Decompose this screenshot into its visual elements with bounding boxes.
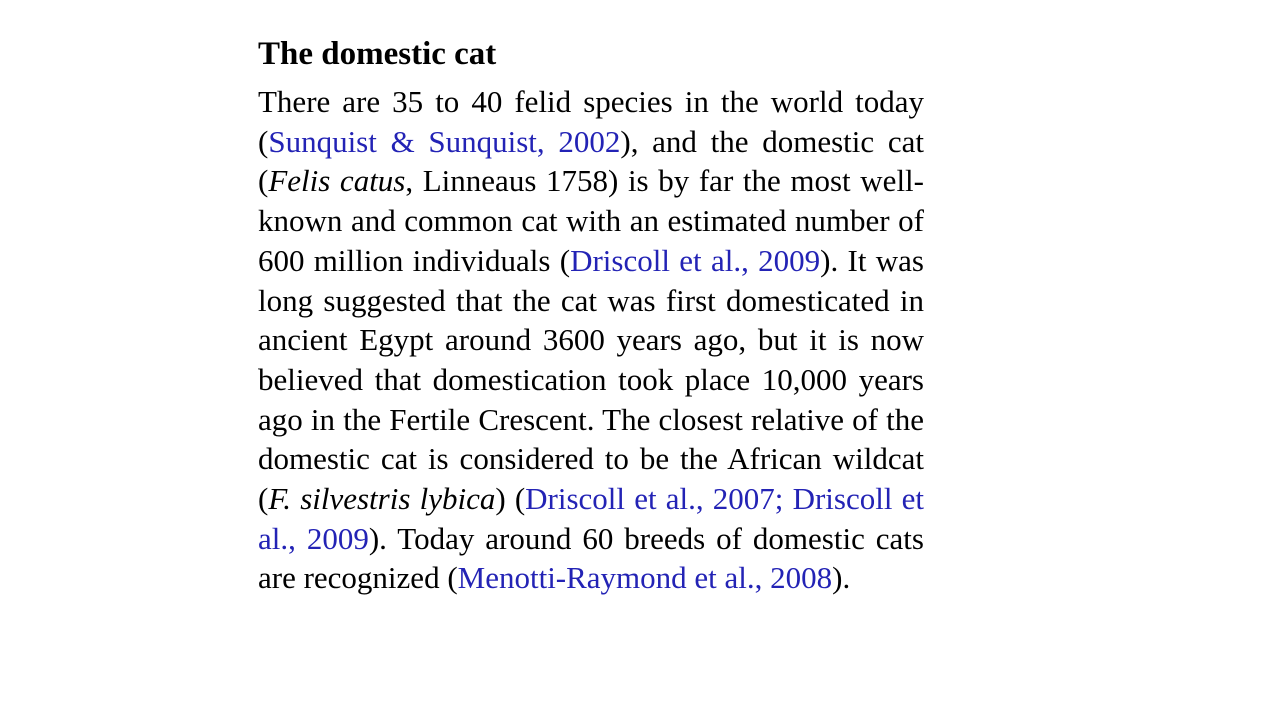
paragraph-text: ). Today around 60 breeds of domestic cats are recognized ( [258,520,924,596]
body-paragraph [258,82,924,598]
paragraph-text: There are 35 to 40 felid species in the world today ( [258,84,924,159]
citation-link-menotti-raymond-2008[interactable]: Menotti-Raymond et al., 2008 [457,560,833,596]
document-body [258,34,924,598]
paragraph-text: , Linneaus 1758) is by far the most well-known and common cat with an estimated number of 600 million individuals ( [258,163,924,278]
paragraph-text: ). [832,560,851,596]
section-heading: The domestic cat [258,36,497,72]
species-name-italic: Felis catus [268,163,406,199]
citation-link-driscoll-2007-2009[interactable]: Driscoll et al., 2007; Driscoll et al., 2009 [258,481,924,556]
paragraph-text: ), and the domestic cat ( [258,123,924,199]
paragraph-text: ). It was long suggested that the cat was first domesticated in ancient Egypt around 3600 years ago, but it is now believed that domestication took place 10,000 years ago in the Fertile Crescent. The closest relative of the domestic cat is considered to be the African wildcat ( [258,242,924,517]
species-name-italic: F. silvestris lybica [268,481,496,517]
citation-link-driscoll-2009[interactable]: Driscoll et al., 2009 [570,242,821,278]
citation-link-sunquist-2002[interactable]: Sunquist & Sunquist, 2002 [268,123,621,159]
paragraph-text: ) ( [495,481,526,517]
